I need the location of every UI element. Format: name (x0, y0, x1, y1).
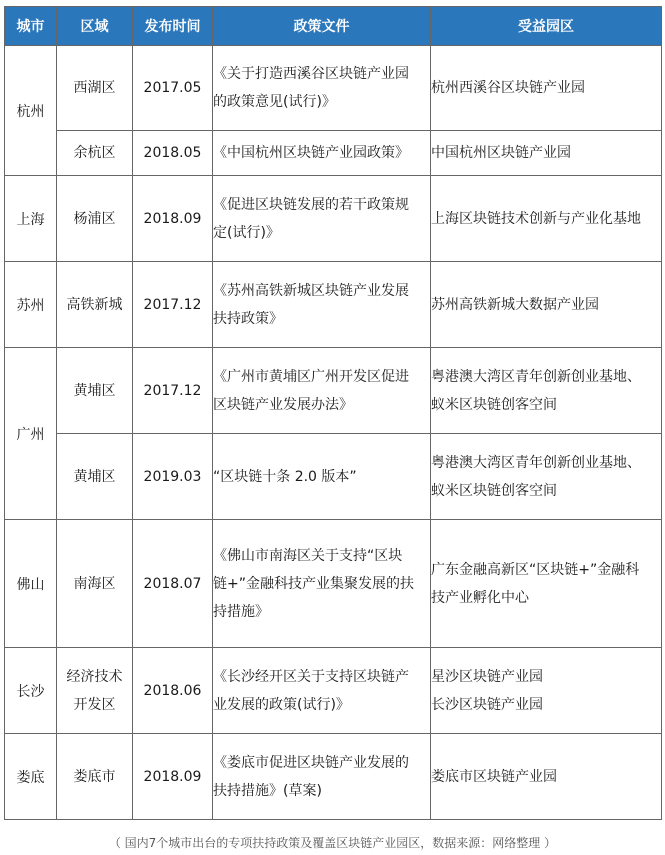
district-line: 杨浦区 (73, 210, 116, 227)
table-caption: （ 国内7个城市出台的专项扶持政策及覆盖区块链产业园区，数据来源：网络整理 ） (108, 836, 557, 850)
policy-doc-cell (213, 520, 431, 648)
benefit-park-line: 蚁米区块链创客空间 (431, 396, 557, 413)
header-policy-doc: 政策文件 (213, 7, 431, 46)
date-cell: 2018.06 (133, 648, 213, 734)
header-city: 城市 (5, 7, 57, 46)
table-row (5, 262, 662, 348)
district-cell (57, 734, 133, 820)
district-line: 余杭区 (73, 145, 116, 161)
policy-doc-cell (213, 131, 431, 176)
date-cell: 2017.12 (133, 348, 213, 434)
benefit-park-line: 粤港澳大湾区青年创新创业基地、 (431, 368, 641, 385)
benefit-park-line: 技产业孵化中心 (431, 589, 529, 606)
policy-doc-line: 《中国杭州区块链产业园政策》 (213, 145, 409, 161)
policy-doc-line: 的政策意见(试行)》 (213, 94, 336, 110)
policy-doc-line: 扶持措施》(草案) (213, 782, 322, 799)
district-cell (57, 176, 133, 262)
policy-doc-line: 《关于打造西溪谷区块链产业园 (213, 66, 409, 82)
policy-doc-cell (213, 734, 431, 820)
district-cell (57, 262, 133, 348)
table-row (5, 348, 662, 434)
district-line: 高铁新城 (66, 296, 123, 313)
benefit-park-cell (431, 131, 662, 176)
city-cell: 苏州 (5, 262, 57, 348)
table-row (5, 176, 662, 262)
city-cell: 广州 (5, 348, 57, 520)
policy-doc-line: 业发展的政策(试行)》 (213, 696, 350, 713)
district-cell (57, 520, 133, 648)
table-row (5, 520, 662, 648)
date-cell: 2017.12 (133, 262, 213, 348)
district-line: 娄底市 (73, 768, 116, 785)
date-cell: 2018.09 (133, 176, 213, 262)
policy-doc-line: 区块链产业发展办法》 (213, 396, 353, 413)
header-date: 发布时间 (133, 7, 213, 46)
benefit-park-line: 娄底市区块链产业园 (431, 768, 557, 785)
table-row (5, 46, 662, 131)
district-line: 南海区 (73, 575, 116, 592)
benefit-park-cell (431, 648, 662, 734)
policy-doc-line: 链+”金融科技产业集聚发展的扶 (213, 575, 414, 592)
date-cell: 2019.03 (133, 434, 213, 520)
city-cell: 娄底 (5, 734, 57, 820)
table-row (5, 434, 662, 520)
district-line: 黄埔区 (73, 468, 116, 485)
policy-doc-cell (213, 648, 431, 734)
district-line: 西湖区 (73, 80, 116, 96)
policy-doc-line: 《广州市黄埔区广州开发区促进 (213, 368, 409, 385)
benefit-park-line: 上海区块链技术创新与产业化基地 (431, 210, 641, 227)
benefit-park-line: 粤港澳大湾区青年创新创业基地、 (431, 454, 641, 471)
policy-doc-cell (213, 348, 431, 434)
benefit-park-cell (431, 262, 662, 348)
benefit-park-line: 蚁米区块链创客空间 (431, 482, 557, 499)
district-cell (57, 348, 133, 434)
district-line: 经济技术 (66, 668, 123, 685)
policy-doc-line: 《佛山市南海区关于支持“区块 (213, 547, 403, 564)
policy-doc-cell (213, 434, 431, 520)
city-cell: 佛山 (5, 520, 57, 648)
policy-table (4, 6, 662, 820)
policy-table-container (4, 6, 661, 820)
benefit-park-line: 广东金融高新区“区块链+”金融科 (431, 561, 640, 578)
date-cell: 2017.05 (133, 46, 213, 131)
benefit-park-cell (431, 176, 662, 262)
header-row (5, 7, 662, 46)
benefit-park-cell (431, 46, 662, 131)
benefit-park-line: 星沙区块链产业园 (431, 668, 543, 685)
city-cell: 长沙 (5, 648, 57, 734)
policy-doc-line: 《促进区块链发展的若干政策规 (213, 196, 409, 213)
header-district: 区域 (57, 7, 133, 46)
policy-doc-line: 扶持政策》 (213, 310, 283, 327)
policy-doc-cell (213, 262, 431, 348)
district-line: 黄埔区 (73, 382, 116, 399)
policy-doc-line: 持措施》 (213, 603, 269, 620)
policy-doc-line: 《长沙经开区关于支持区块链产 (213, 668, 409, 685)
benefit-park-cell (431, 434, 662, 520)
table-row (5, 131, 662, 176)
table-body (5, 46, 662, 820)
table-row (5, 648, 662, 734)
date-cell: 2018.07 (133, 520, 213, 648)
city-cell: 杭州 (5, 46, 57, 176)
benefit-park-line: 苏州高铁新城大数据产业园 (431, 296, 599, 313)
district-cell (57, 434, 133, 520)
benefit-park-line: 中国杭州区块链产业园 (431, 145, 571, 161)
benefit-park-cell (431, 520, 662, 648)
policy-doc-cell (213, 46, 431, 131)
district-cell (57, 46, 133, 131)
district-cell (57, 131, 133, 176)
policy-doc-line: “区块链十条 2.0 版本” (213, 468, 357, 485)
date-cell: 2018.09 (133, 734, 213, 820)
date-cell: 2018.05 (133, 131, 213, 176)
header-benefit-park: 受益园区 (431, 7, 662, 46)
benefit-park-cell (431, 734, 662, 820)
city-cell: 上海 (5, 176, 57, 262)
benefit-park-cell (431, 348, 662, 434)
policy-doc-line: 《娄底市促进区块链产业发展的 (213, 754, 409, 771)
benefit-park-line: 长沙区块链产业园 (431, 696, 543, 713)
table-row (5, 734, 662, 820)
policy-doc-line: 《苏州高铁新城区块链产业发展 (213, 282, 409, 299)
district-line: 开发区 (73, 696, 116, 713)
district-cell (57, 648, 133, 734)
policy-doc-cell (213, 176, 431, 262)
benefit-park-line: 杭州西溪谷区块链产业园 (431, 80, 585, 96)
policy-doc-line: 定(试行)》 (213, 224, 280, 241)
